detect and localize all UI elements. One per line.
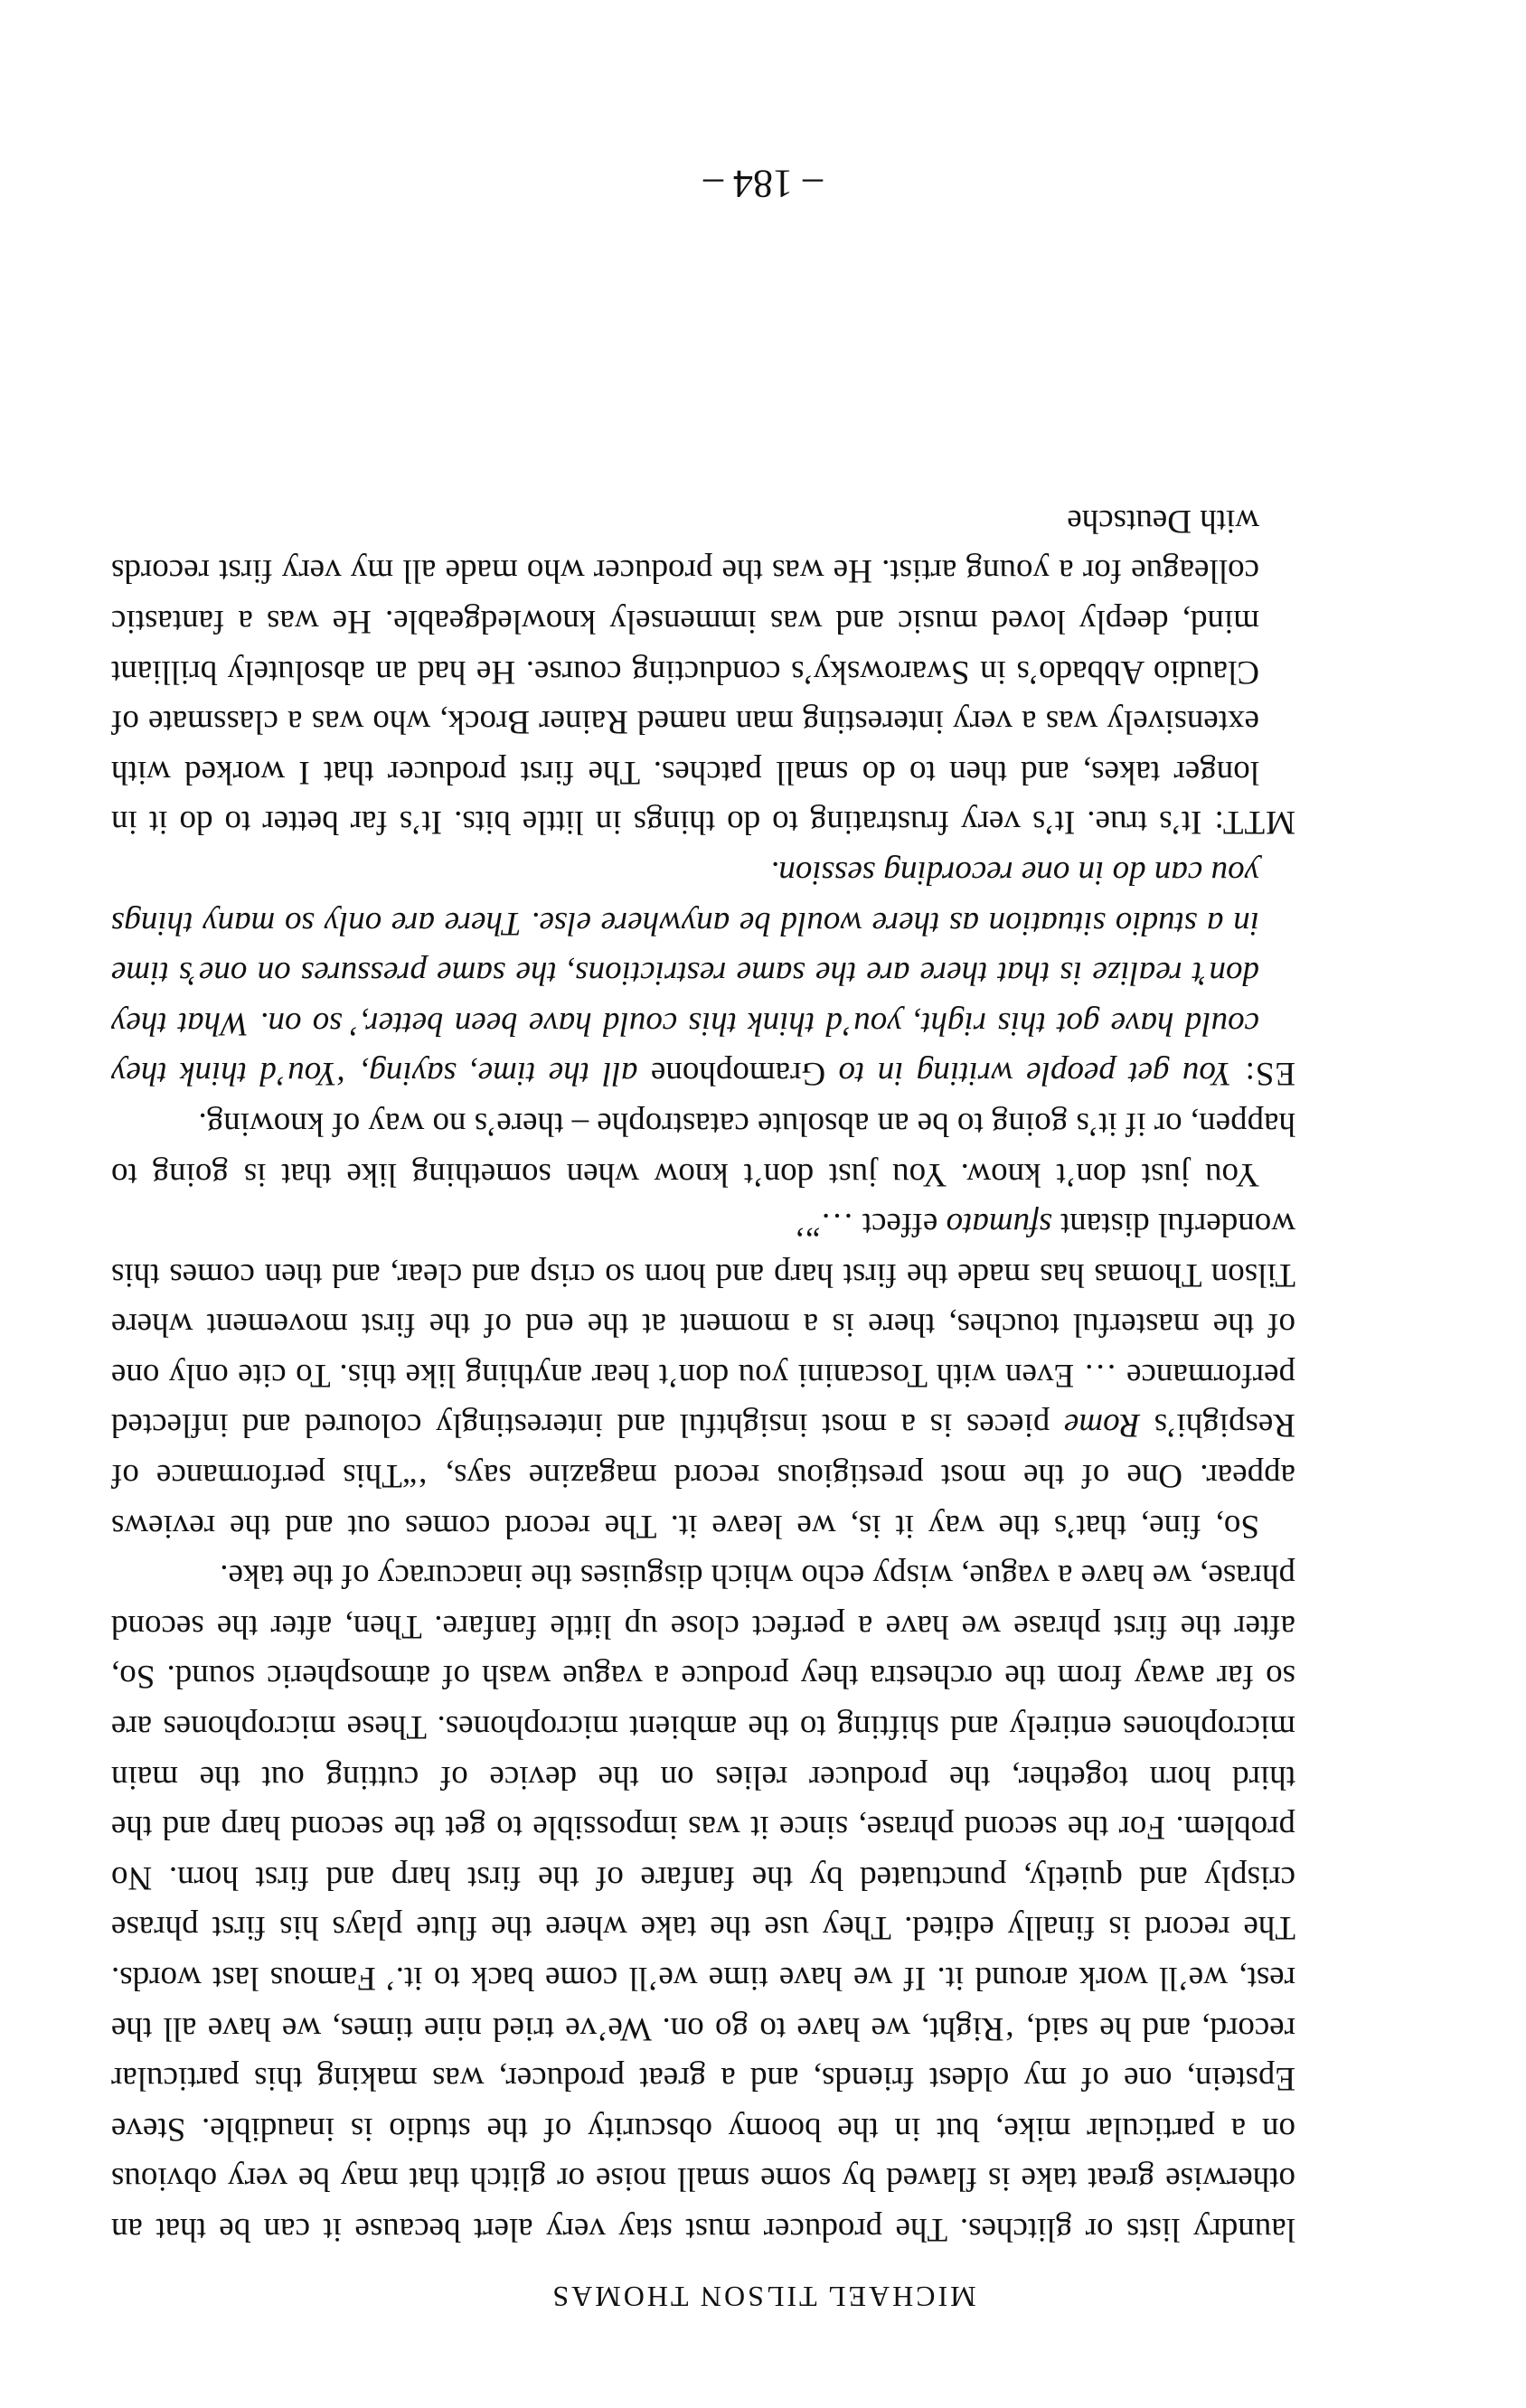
italic-text: You get people writing in to [825,1055,1232,1093]
text-run: pieces is a most insightful and interestingly coloured and inflected performance … Even with Toscanini you don’t hear anything like this. To cite only one of the masterful touches, there is a moment at the end of the first movement where Tilson Thomas has made the first harp and horn so crisp and clear, and then comes this wonderful distant [111,1206,1295,1444]
speaker-label: ES: [1244,1055,1295,1093]
paragraph [111,847,1295,1098]
paragraph [111,1098,1295,1199]
text-run: You just don’t know. You just don’t know when something like that is going to happen, or if it’s going to be an absolute catastrophe – there’s no way of knowing. [111,1105,1295,1193]
page-number: – 184 – [703,162,823,206]
paragraph [111,1199,1295,1551]
text-run: So, fine, that’s the way it is, we leave it. The record comes out and the reviews appear. One of the most prestigious record magazine says, ‘“This performance of Respighi’s [111,1406,1295,1545]
paragraph [111,495,1295,847]
paragraph [111,1551,1295,2254]
italic-text: Rome [1063,1406,1141,1444]
body-text [111,495,1295,2254]
text-run: Gramophone [650,1055,826,1093]
italic-text: sfumato [946,1206,1052,1244]
italic-text: all the time, saying, ‘You’d think they could have got this right, you’d think this could have been better,’ so on. What they don’t realize is that there are the same restrictions, the same pressures on one’s time in a studio situation as there would be anywhere else. There are only so many things you can do in one recording session. [110,853,1259,1093]
text-run: effect …”’ [794,1206,947,1244]
speaker-label: MTT: [1213,804,1295,842]
text-run: laundry lists or glitches. The producer must stay very alert because it can be that an otherwise great take is flawed by some small noise or glitch that may be very obvious on a particular mike, but in the boomy obscurity of the studio is inaudible. Steve Epstein, one of my oldest friends, and a great producer, was making this particular record, and he said, ‘Right, we have to go on. We’ve tried nine times, we have all the rest, we’ll work around it. If we have time we’ll come back to it.’ Famous last words. The record is finally edited. They use the take where the flute plays his first phrase crisply and quietly, punctuated by the fanfare of the first harp and first horn. No problem. For the second phrase, since it was impossible to get the second harp and the third horn together, the producer relies on the device of cutting out the main microphones entirely and shifting to the ambient microphones. These microphones are so far away from the orchestra they produce a vague wash of atmospheric sound. So, after the first phrase we have a perfect close up little fanfare. Then, after the second phrase, we have a vague, wispy echo which disguises the inaccuracy of the take. [111,1557,1295,2248]
text-run: It’s true. It’s very frustrating to do things in little bits. It’s far better to do it in longer takes, and then to do small patches. The first producer that I worked with extensively was a very interesting man named Rainer Brock, who was a classmate of Claudio Abbado’s in Swarowsky’s conducting course. He had an absolutely brilliant mind, deeply loved music and was immensely knowledgeable. He was a fantastic colleague for a young artist. He was the producer who made all my very first records with Deutsche [111,502,1259,842]
running-head: MICHAEL TILSON THOMAS [550,2281,976,2313]
